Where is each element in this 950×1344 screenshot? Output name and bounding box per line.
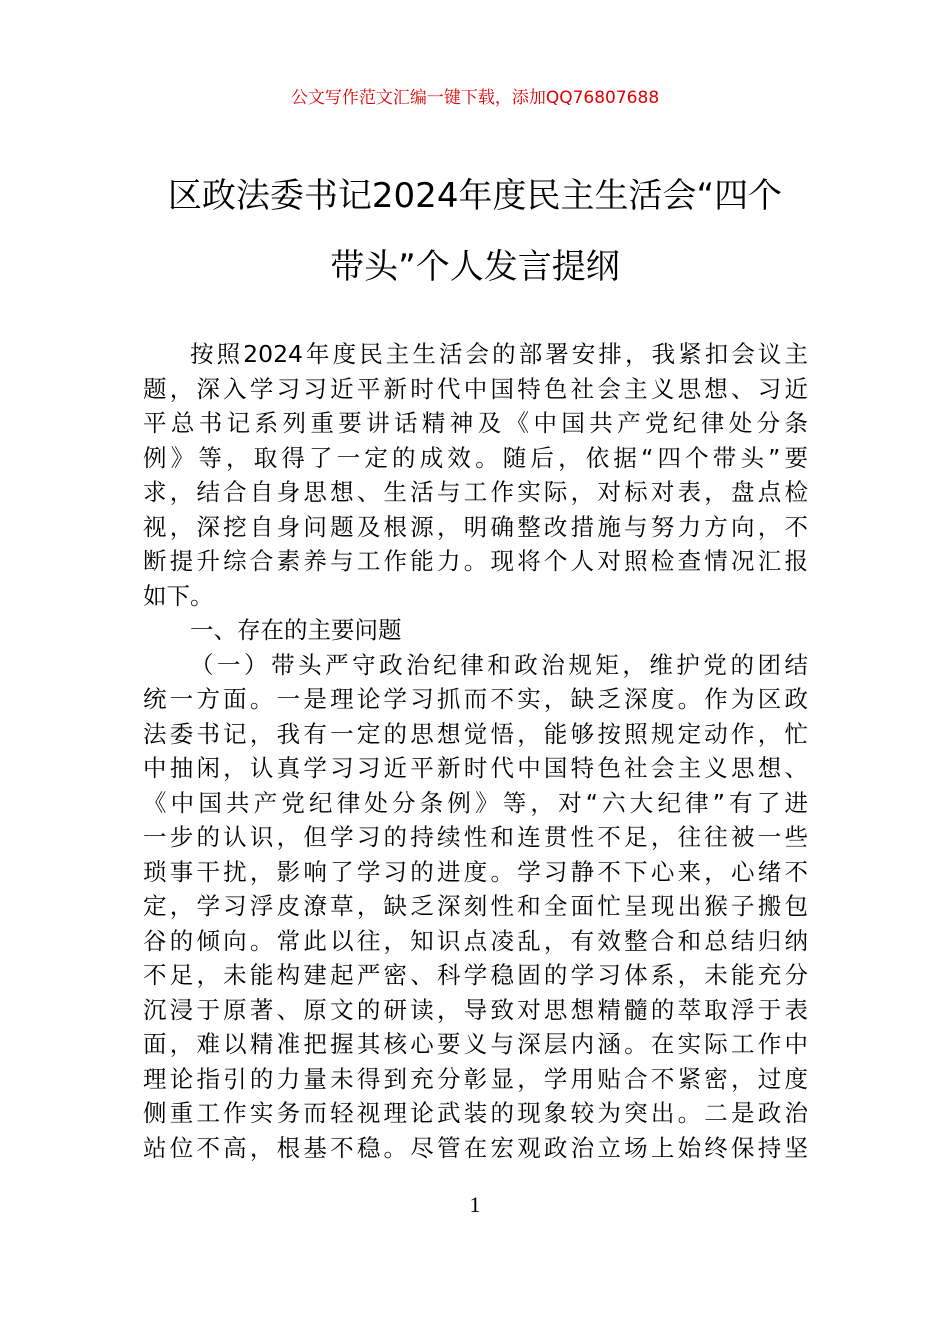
body-line: 法委书记，我有一定的思想觉悟，能够按照规定动作，忙	[143, 719, 808, 748]
header-download-note: 公文写作范文汇编一键下载，添加QQ76807688	[290, 88, 660, 108]
body-line: 《中国共产党纪律处分条例》等，对“六大纪律”有了进	[143, 788, 808, 817]
body-line: 如下。	[143, 581, 214, 610]
body-line: （一）带头严守政治纪律和政治规矩，维护党的团结	[190, 650, 808, 679]
document-body	[143, 337, 808, 1165]
body-line: 沉浸于原著、原文的研读，导致对思想精髓的萃取浮于表	[143, 995, 808, 1024]
body-line: 断提升综合素养与工作能力。现将个人对照检查情况汇报	[143, 547, 808, 575]
body-line: 按照2024年度民主生活会的部署安排，我紧扣会议主	[190, 340, 808, 368]
document-title-line-1: 区政法委书记2024年度民主生活会“四个	[167, 176, 783, 216]
page-number: 1	[469, 1192, 481, 1217]
document-title-line-2: 带头”个人发言提纲	[330, 247, 620, 287]
body-line: 题，深入学习习近平新时代中国特色社会主义思想、习近	[143, 374, 808, 403]
body-line: 侧重工作实务而轻视理论武装的现象较为突出。二是政治	[143, 1099, 808, 1127]
body-line: 平总书记系列重要讲话精神及《中国共产党纪律处分条	[143, 409, 808, 437]
section-heading: 一、存在的主要问题	[190, 616, 402, 644]
body-line: 例》等，取得了一定的成效。随后，依据“四个带头”要	[143, 443, 808, 472]
body-line: 定，学习浮皮潦草，缺乏深刻性和全面忙呈现出猴子搬包	[143, 892, 808, 920]
body-line: 不足，未能构建起严密、科学稳固的学习体系，未能充分	[143, 961, 808, 989]
body-line: 中抽闲，认真学习习近平新时代中国特色社会主义思想、	[143, 754, 808, 782]
body-line: 琐事干扰，影响了学习的进度。学习静不下心来，心绪不	[143, 857, 808, 886]
body-line: 视，深挖自身问题及根源，明确整改措施与努力方向，不	[143, 512, 808, 541]
body-line: 统一方面。一是理论学习抓而不实，缺乏深度。作为区政	[143, 685, 808, 713]
body-line: 一步的认识，但学习的持续性和连贯性不足，往往被一些	[143, 823, 808, 851]
body-line: 理论指引的力量未得到充分彰显，学用贴合不紧密，过度	[143, 1064, 808, 1093]
body-line: 求，结合自身思想、生活与工作实际，对标对表，盘点检	[143, 478, 808, 506]
body-line: 面，难以精准把握其核心要义与深层内涵。在实际工作中	[143, 1030, 808, 1058]
body-line: 谷的倾向。常此以往，知识点凌乱，有效整合和总结归纳	[143, 926, 808, 955]
body-line: 站位不高，根基不稳。尽管在宏观政治立场上始终保持坚	[143, 1133, 808, 1162]
